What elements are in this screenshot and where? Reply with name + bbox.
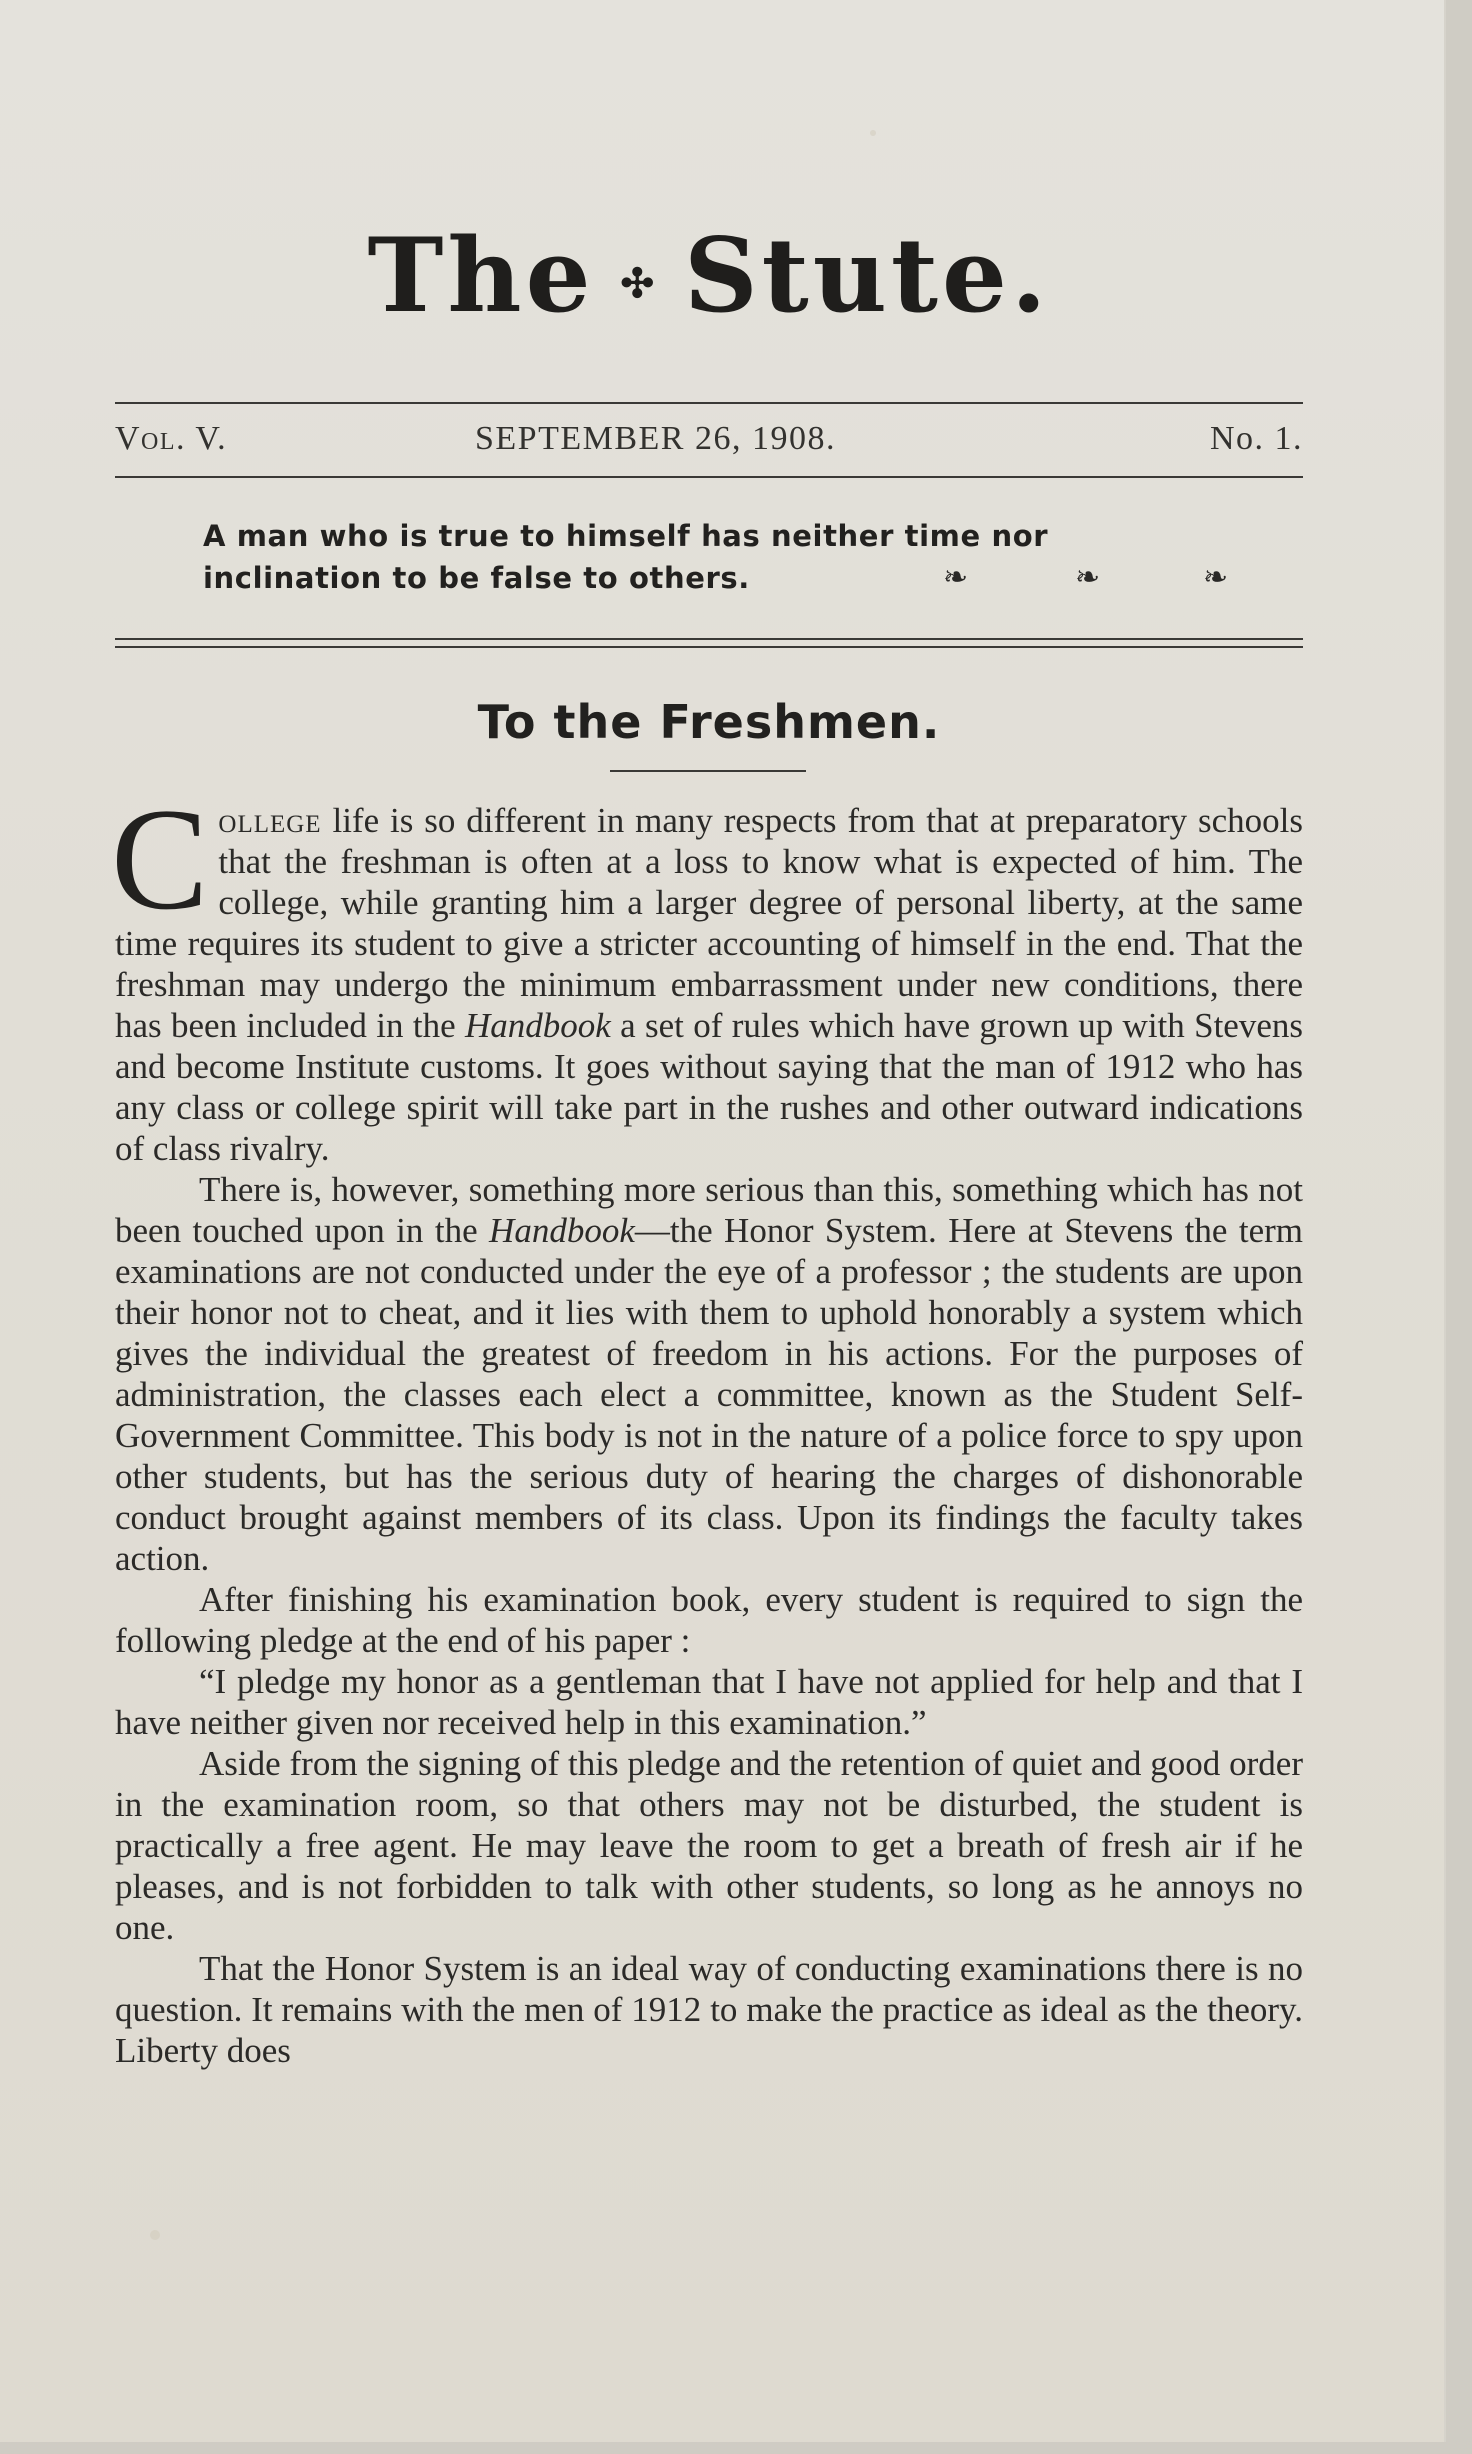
masthead-word-the: The (367, 216, 595, 336)
handbook-title: Handbook (489, 1211, 635, 1250)
leaf-ornament-icon: ❧ (943, 560, 969, 595)
leaf-ornament-icon: ❧ (1075, 560, 1101, 595)
paper-blemish (870, 130, 876, 136)
section-rule-upper (115, 638, 1303, 640)
dateline (115, 420, 1303, 470)
masthead-rule-top (115, 402, 1303, 404)
masthead-title (115, 216, 1303, 336)
article-title: To the Freshmen. (477, 695, 941, 749)
pledge-quote: “I pledge my honor as a gentleman that I have not applied for help and that I have neither given nor received help in this examination.” (115, 1662, 1303, 1742)
lead-word: ollege (218, 801, 322, 840)
paragraph-text: There is, however, something more serious than this, something which has not been touched upon in the (115, 1170, 1303, 1250)
motto-ornaments (903, 557, 1243, 599)
article-paragraph (111, 778, 1303, 1169)
paragraph-text: life is so different in many respects from that at preparatory schools that the freshman is often at a loss to know what is expected of him. The college, while granting him a larger degree of personal liberty, at the same time requires its student to give a stricter accounting of himself in the end. That the freshman may undergo the minimum embarrassment under new conditions, there has been included in the (115, 801, 1303, 1045)
article-body (111, 778, 1303, 2071)
masthead-rule-bottom (115, 476, 1303, 478)
drop-cap: C (111, 778, 209, 940)
masthead-ornament-icon: ✣ (620, 260, 658, 308)
motto-line-2: inclination to be false to others. (203, 561, 750, 595)
issue-date: SEPTEMBER 26, 1908. (475, 420, 836, 457)
handbook-title: Handbook (464, 1006, 611, 1045)
article-paragraph: That the Honor System is an ideal way of conducting examinations there is no question. It remains with the men of 1912 to make the practice as ideal as the theory. Liberty does (115, 1949, 1303, 2070)
motto (203, 515, 1243, 599)
leaf-ornament-icon: ❧ (1203, 560, 1229, 595)
paragraph-text: a set of rules which have grown up with Stevens and become Institute customs. It goes without saying that the man of 1912 who has any class or college spirit will take part in the rushes and other outward indications of class rivalry. (115, 1006, 1303, 1168)
section-rule-lower (115, 646, 1303, 648)
article-paragraph: After finishing his examination book, every student is required to sign the following pledge at the end of his paper : (115, 1580, 1303, 1660)
article-paragraph: Aside from the signing of this pledge and the retention of quiet and good order in the examination room, so that others may not be disturbed, the student is practically a free agent. He may leave the room to get a breath of fresh air if he pleases, and is not forbidden to talk with other students, so long as he annoys no one. (115, 1744, 1303, 1947)
masthead-word-stute: Stute. (684, 216, 1051, 336)
article-paragraph (115, 1169, 1303, 1579)
paper-blemish (150, 2230, 160, 2240)
motto-line-1: A man who is true to himself has neither time nor (203, 519, 1049, 553)
issue-number: No. 1. (1209, 420, 1303, 457)
title-underline (610, 770, 806, 772)
paragraph-text: —the Honor System. Here at Stevens the term examinations are not conducted under the eye of a professor ; the students are upon their honor not to cheat, and it lies with them to uphold honorably a system which gives the individual the greatest of freedom in his actions. For the purposes of administration, the classes each elect a committee, known as the Student Self-Government Committee. This body is not in the nature of a police force to spy upon other students, but has the serious duty of hearing the charges of dishonorable conduct brought against members of its class. Upon its findings the faculty takes action. (115, 1211, 1303, 1578)
volume-label: Vol. V. (115, 420, 228, 457)
